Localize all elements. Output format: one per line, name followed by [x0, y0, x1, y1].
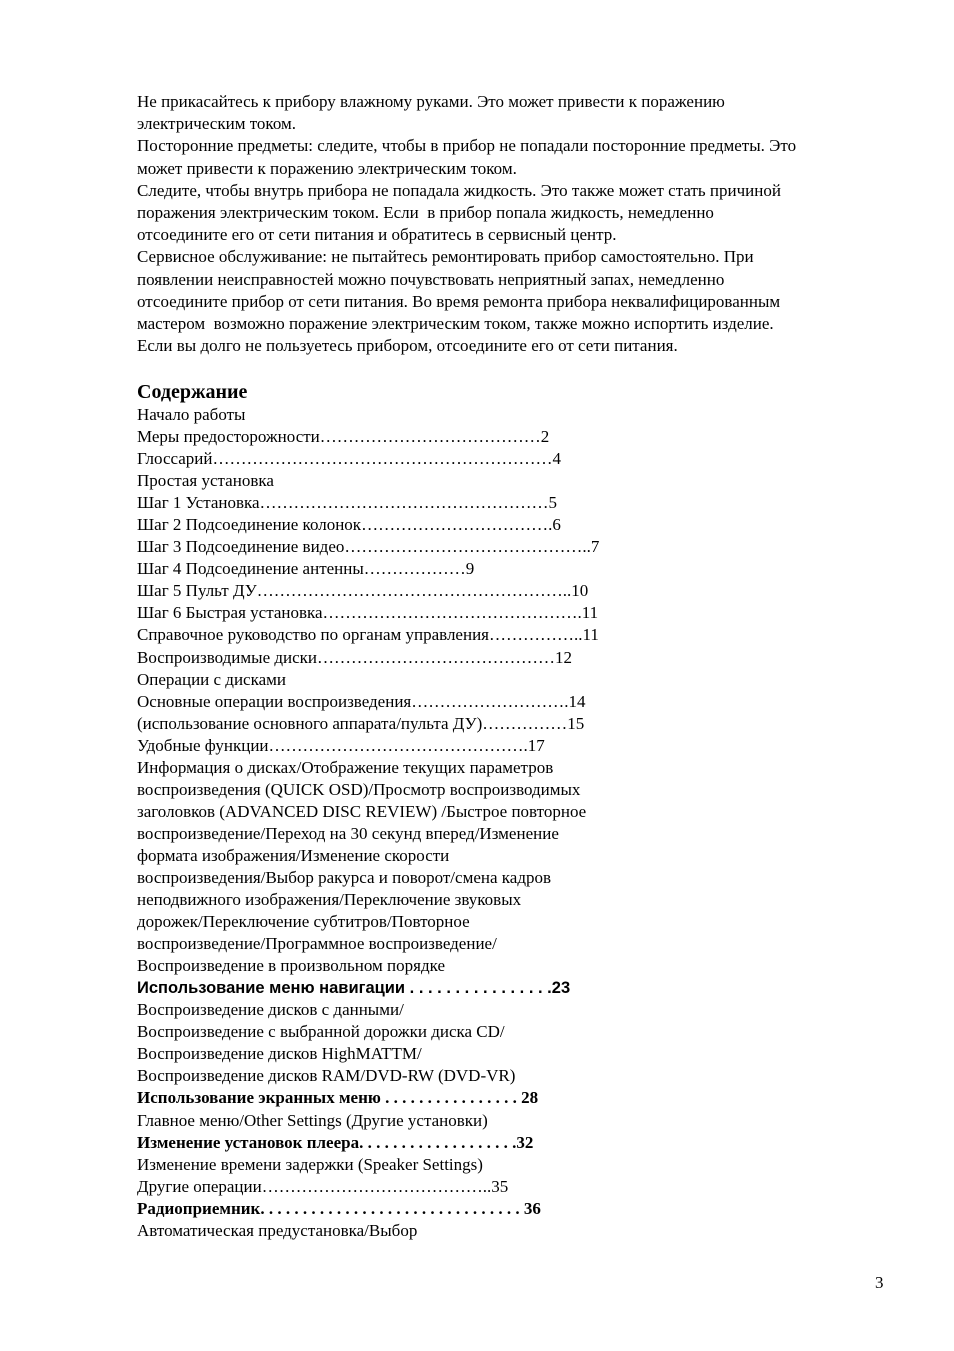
toc-subentry: Информация о дисках/Отображение текущих параметров: [137, 757, 554, 777]
toc-subentry: воспроизведения/Выбор ракурса и поворот/смена кадров: [137, 867, 551, 887]
toc-subentry: воспроизведения (QUICK OSD)/Просмотр воспроизводимых: [137, 779, 581, 799]
toc-bold-entry: Радиоприемник. . . . . . . . . . . . . . . . . . . . . . . . . . . . . . . 36: [137, 1198, 541, 1218]
toc-entry: Шаг 1 Установка……………………………………………5: [137, 493, 558, 513]
toc-subentry: неподвижного изображения/Переключение звуковых: [137, 890, 522, 910]
toc-subentry: Воспроизведение дисков с данными/: [137, 1000, 404, 1020]
toc-subentry: формата изображения/Изменение скорости: [137, 845, 450, 865]
toc-entry: Шаг 3 Подсоединение видео……………………………………..7: [137, 537, 600, 557]
toc-entry: Шаг 2 Подсоединение колонок…………………………….6: [137, 515, 561, 535]
table-of-contents: [137, 380, 837, 1242]
toc-entry: (использование основного аппарата/пульта ДУ)……………15: [137, 713, 585, 733]
toc-subentry: Воспроизведение дисков RAM/DVD-RW (DVD-VR): [137, 1066, 516, 1086]
toc-bold-entry: Использование меню навигации . . . . . . . . . . . . . . . .23: [137, 979, 571, 998]
toc-subentry: Главное меню/Other Settings (Другие установки): [137, 1110, 488, 1130]
toc-entry: Меры предосторожности…………………………………2: [137, 427, 550, 447]
paragraph-foreign-objects: Посторонние предметы: следите, чтобы в прибор не попадали посторонние предметы. Это может привести к поражению электрическим током.: [137, 136, 797, 178]
toc-section-heading: Операции с дисками: [137, 669, 286, 689]
paragraph-unplug: Если вы долго не пользуетесь прибором, отсоедините его от сети питания.: [137, 336, 678, 356]
toc-section-heading: Начало работы: [137, 405, 246, 424]
toc-subentry: воспроизведение/Программное воспроизведение/: [137, 934, 497, 954]
toc-entry: Воспроизводимые диски……………………………………12: [137, 647, 573, 667]
toc-subentry: Воспроизведение в произвольном порядке: [137, 956, 445, 976]
toc-section-heading: Простая установка: [137, 471, 274, 491]
toc-subentry: Воспроизведение дисков HighMATTM/: [137, 1044, 422, 1064]
toc-entry: Другие операции…………………………………..35: [137, 1176, 509, 1196]
toc-lines: [137, 404, 837, 1242]
paragraph-liquid: Следите, чтобы внутрь прибора не попадала жидкость. Это также может стать причиной поражения электрическим током. Если в прибор попала жидкость, немедленно отсоедините его от сети питания и обратитесь в сервисный центр.: [137, 180, 781, 245]
toc-title: Содержание: [137, 381, 248, 403]
toc-subentry: Автоматическая предустановка/Выбор: [137, 1220, 418, 1240]
toc-entry: Основные операции воспроизведения……………………….14: [137, 691, 586, 711]
toc-bold-entry: Изменение установок плеера. . . . . . . . . . . . . . . . . . .32: [137, 1132, 534, 1152]
toc-subentry: воспроизведение/Переход на 30 секунд вперед/Изменение: [137, 823, 559, 843]
toc-entry: Шаг 5 Пульт ДУ………………………………………………..10: [137, 581, 589, 601]
toc-subentry: дорожек/Переключение субтитров/Повторное: [137, 912, 470, 932]
toc-entry: Глоссарий……………………………………………………4: [137, 449, 561, 469]
toc-bold-entry: Использование экранных меню . . . . . . . . . . . . . . . . 28: [137, 1088, 539, 1108]
toc-entry: Справочное руководство по органам управления……………..11: [137, 625, 599, 645]
toc-entry: Шаг 6 Быстрая установка……………………………………….11: [137, 603, 599, 623]
paragraph-wet-hands: Не прикасайтесь к прибору влажному руками. Это может привести к поражению электрическим током.: [137, 92, 725, 134]
toc-subentry: Воспроизведение с выбранной дорожки диска CD/: [137, 1022, 505, 1042]
safety-notes: [137, 91, 897, 357]
toc-entry: Удобные функции……………………………………….17: [137, 735, 545, 755]
page-number: 3: [875, 1273, 884, 1292]
toc-subentry: Изменение времени задержки (Speaker Settings): [137, 1154, 483, 1174]
toc-entry: Шаг 4 Подсоединение антенны………………9: [137, 559, 475, 579]
toc-subentry: заголовков (ADVANCED DISC REVIEW) /Быстрое повторное: [137, 801, 587, 821]
paragraph-service: Сервисное обслуживание: не пытайтесь ремонтировать прибор самостоятельно. При появлении неисправностей можно почувствовать неприятный запах, немедленно отсоедините прибор от сети питания. Во время ремонта прибора неквалифицированным мастером возможно поражение электрическим током, также можно испортить изделие.: [137, 247, 781, 334]
